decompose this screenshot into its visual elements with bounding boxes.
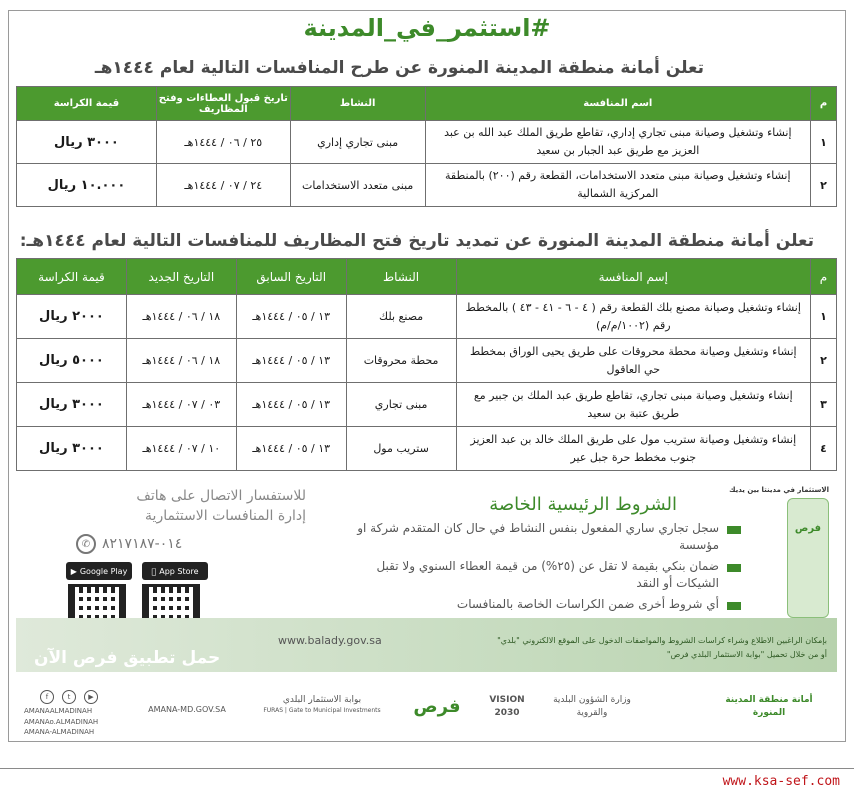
extension-table bbox=[16, 258, 837, 471]
section1-heading: تعلن أمانة منطقة المدينة المنورة عن طرح المنافسات التالية لعام ١٤٤٤هـ bbox=[94, 58, 704, 78]
tender-activity: ستريب مول bbox=[346, 427, 456, 471]
google-play-badge[interactable] bbox=[66, 562, 132, 580]
hashtag-title: #استثمر_في_المدينة bbox=[303, 14, 551, 42]
furas-app-card bbox=[787, 498, 829, 618]
col-activity: النشاط bbox=[290, 87, 425, 121]
row-num: ١ bbox=[811, 121, 837, 164]
col-name: اسم المنافسة bbox=[425, 87, 810, 121]
inquiry-line: للاستفسار الاتصال على هاتف bbox=[136, 488, 306, 504]
col-price: قيمة الكراسة bbox=[17, 87, 157, 121]
info-section bbox=[16, 484, 837, 684]
phone-icon: ✆ bbox=[76, 534, 96, 554]
tender-price: ٣٠٠٠ ريال bbox=[17, 383, 127, 427]
amana-logo bbox=[709, 694, 829, 719]
section2-heading: تعلن أمانة منطقة المدينة المنورة عن تمديد تاريخ فتح المظاريف للمنافسات التالية لعام ١٤٤٤هـ: bbox=[19, 231, 814, 251]
table-row bbox=[17, 339, 837, 383]
divider bbox=[0, 768, 854, 769]
conditions-title: الشروط الرئيسية الخاصة bbox=[489, 494, 677, 515]
table-row bbox=[17, 383, 837, 427]
tender-price: ٣٠٠٠ ريال bbox=[17, 121, 157, 164]
note-line: بإمكان الراغبين الاطلاع وشراء كراسات الشروط والمواصفات الدخول على الموقع الالكتروني "بلدي" bbox=[497, 636, 827, 645]
tender-date: ٢٥ / ٠٦ / ١٤٤٤هـ bbox=[156, 121, 290, 164]
vision-logo bbox=[477, 694, 537, 719]
card-label: فرص bbox=[794, 523, 822, 534]
phone-number: ٠١٤-٨٢١٧١٨٧ bbox=[102, 536, 183, 552]
social-accounts bbox=[24, 690, 114, 738]
row-num: ٢ bbox=[811, 339, 837, 383]
app-store-label: App Store bbox=[156, 566, 197, 576]
col-name: إسم المنافسة bbox=[456, 259, 811, 295]
social-handle: AMANAALMADINAH bbox=[24, 707, 93, 715]
app-stores bbox=[66, 562, 208, 580]
tender-price: ٣٠٠٠ ريال bbox=[17, 427, 127, 471]
tender-date: ٢٤ / ٠٧ / ١٤٤٤هـ bbox=[156, 164, 290, 207]
inquiry-line: إدارة المنافسات الاستثمارية bbox=[145, 508, 306, 525]
col-activity: النشاط bbox=[346, 259, 456, 295]
new-date: ١٠ / ٠٧ / ١٤٤٤هـ bbox=[126, 427, 236, 471]
tender-price: ٢٠٠٠ ريال bbox=[17, 295, 127, 339]
row-num: ١ bbox=[811, 295, 837, 339]
old-date: ١٣ / ٠٥ / ١٤٤٤هـ bbox=[236, 339, 346, 383]
tender-name: إنشاء وتشغيل وصيانة مصنع بلك القطعة رقم ( ٤ - ٦ - ٤١ - ٤٣ ) بالمخطط رقم (١٠٠٢/م/م) bbox=[456, 295, 811, 339]
col-new-date: التاريخ الجديد bbox=[126, 259, 236, 295]
social-handle: AMANA-ALMADINAH bbox=[24, 728, 95, 736]
tagline: الاستثمار في مدينتا بين يديك bbox=[729, 486, 829, 494]
new-date: ١٨ / ٠٦ / ١٤٤٤هـ bbox=[126, 339, 236, 383]
table-row bbox=[17, 164, 837, 207]
phone-number-row bbox=[76, 534, 182, 554]
col-num: م bbox=[811, 259, 837, 295]
table-row bbox=[17, 121, 837, 164]
tender-activity: مصنع بلك bbox=[346, 295, 456, 339]
apple-icon bbox=[151, 567, 156, 576]
tender-name: إنشاء وتشغيل وصيانة مبنى تجاري، تقاطع طريق عبد الملك بن جبير مع طريق عتبة بن سعيد bbox=[456, 383, 811, 427]
app-store-badge[interactable] bbox=[142, 562, 208, 580]
list-item: سجل تجاري ساري المفعول بنفس النشاط في حال كان المتقدم شركة او مؤسسة bbox=[341, 520, 741, 555]
list-item: أي شروط أخرى ضمن الكراسات الخاصة بالمنافسات bbox=[341, 596, 741, 613]
amana-name: أمانة منطقة المدينة المنورة bbox=[725, 695, 813, 718]
facebook-icon[interactable]: f bbox=[40, 690, 54, 704]
source-url[interactable]: www.ksa-sef.com bbox=[722, 774, 840, 789]
col-old-date: التاريخ السابق bbox=[236, 259, 346, 295]
old-date: ١٣ / ٠٥ / ١٤٤٤هـ bbox=[236, 295, 346, 339]
tender-activity: مبنى متعدد الاستخدامات bbox=[290, 164, 425, 207]
tender-name: إنشاء وتشغيل وصيانة مبنى متعدد الاستخدامات، القطعة رقم (٢٠٠) بالمنطقة المركزية الشمالية bbox=[425, 164, 810, 207]
tender-activity: محطة محروقات bbox=[346, 339, 456, 383]
google-play-label: Google Play bbox=[79, 566, 128, 576]
furas-logo bbox=[407, 694, 467, 719]
tenders-table bbox=[16, 86, 837, 207]
col-num: م bbox=[811, 87, 837, 121]
portal-logo bbox=[247, 694, 397, 715]
download-cta: حمل تطبيق فرص الآن bbox=[34, 648, 221, 668]
purchase-note bbox=[427, 634, 827, 661]
amana-website[interactable]: AMANA-MD.GOV.SA bbox=[148, 705, 226, 714]
ministry-name: وزارة الشؤون البلدية والقروية bbox=[553, 695, 631, 718]
table-row bbox=[17, 427, 837, 471]
social-handle: AMANAo.ALMADINAH bbox=[24, 717, 99, 726]
row-num: ٤ bbox=[811, 427, 837, 471]
ministry-logo bbox=[552, 694, 632, 719]
balady-link[interactable]: www.balady.gov.sa bbox=[278, 634, 382, 647]
vision-name: VISION 2030 bbox=[489, 695, 525, 718]
new-date: ٠٣ / ٠٧ / ١٤٤٤هـ bbox=[126, 383, 236, 427]
tender-name: إنشاء وتشغيل وصيانة محطة محروقات على طريق يحيى الوراق بمخطط حي العاقول bbox=[456, 339, 811, 383]
portal-name: بوابة الاستثمار البلدي bbox=[282, 695, 362, 705]
note-line: أو من خلال تحميل "بوابة الاستثمار البلدي فرص" bbox=[666, 649, 827, 659]
furas-name: فرص bbox=[413, 696, 461, 717]
tender-activity: مبنى تجاري إداري bbox=[290, 121, 425, 164]
old-date: ١٣ / ٠٥ / ١٤٤٤هـ bbox=[236, 427, 346, 471]
row-num: ٣ bbox=[811, 383, 837, 427]
tender-price: ١٠.٠٠٠ ريال bbox=[17, 164, 157, 207]
table-row bbox=[17, 295, 837, 339]
inquiry-text bbox=[46, 486, 306, 527]
col-price: قيمة الكراسة bbox=[17, 259, 127, 295]
logos-row bbox=[16, 690, 837, 738]
row-num: ٢ bbox=[811, 164, 837, 207]
tender-name: إنشاء وتشغيل وصيانة مبنى تجاري إداري، تقاطع طريق الملك عبد الله بن عبد العزيز مع طريق عبد الجبار بن سعيد bbox=[425, 121, 810, 164]
youtube-icon[interactable]: ▶ bbox=[84, 690, 98, 704]
tender-price: ٥٠٠٠ ريال bbox=[17, 339, 127, 383]
col-date: تاريخ قبول العطاءات وفتح المظاريف bbox=[156, 87, 290, 121]
tender-activity: مبنى تجاري bbox=[346, 383, 456, 427]
twitter-icon[interactable]: t bbox=[62, 690, 76, 704]
tender-name: إنشاء وتشغيل وصيانة ستريب مول على طريق الملك خالد بن عبد العزيز جنوب مخطط حرة جبل عير bbox=[456, 427, 811, 471]
new-date: ١٨ / ٠٦ / ١٤٤٤هـ bbox=[126, 295, 236, 339]
list-item: ضمان بنكي بقيمة لا تقل عن (٢٥%) من قيمة العطاء السنوي ولا تقبل الشيكات أو النقد bbox=[341, 558, 741, 593]
old-date: ١٣ / ٠٥ / ١٤٤٤هـ bbox=[236, 383, 346, 427]
play-icon: ▶ bbox=[70, 566, 77, 576]
portal-name-en: FURAS | Gate to Municipal Investments bbox=[263, 706, 381, 714]
conditions-list bbox=[341, 520, 741, 616]
